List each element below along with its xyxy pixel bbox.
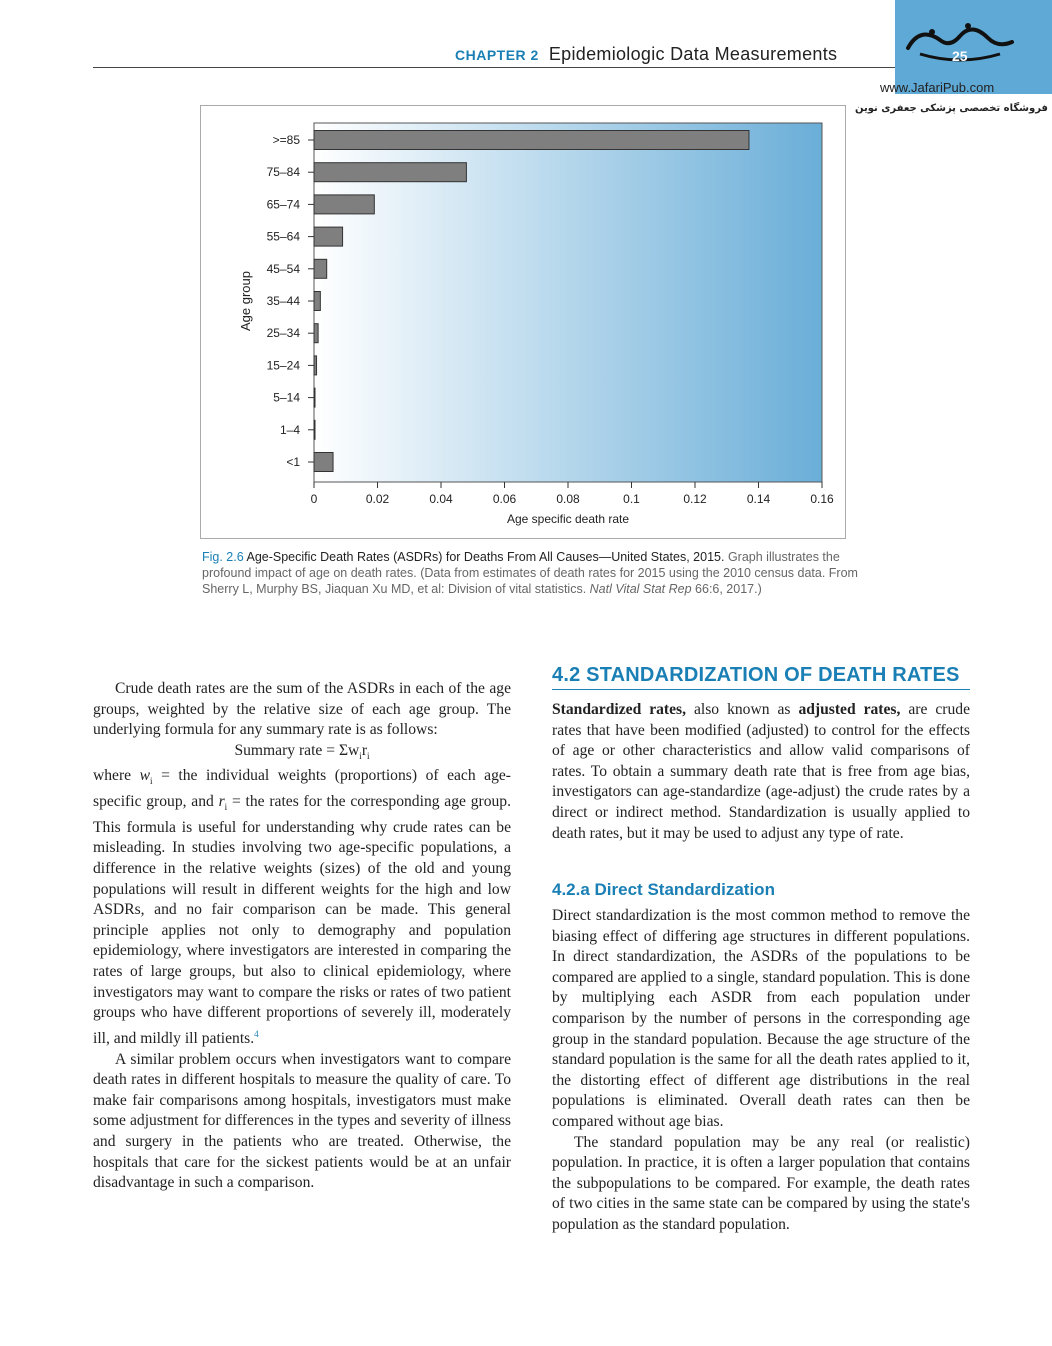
right-paragraph-3: The standard population may be any real (or realistic) population. In practice, it is often a larger population that contains the subpopulations to be compared. For example, the death rates of two cities in the same state can be compared by using the state's population as the standard population. — [552, 1133, 970, 1233]
reference-4[interactable]: 4 — [254, 1028, 259, 1039]
age-death-rate-chart — [200, 105, 846, 539]
p2-sub-2: i — [224, 802, 228, 813]
bar-5 — [314, 292, 320, 311]
left-paragraph-3: A similar problem occurs when investigators want to compare death rates in different hospitals to measure the quality of care. To make fair comparisons among hospitals, investigators must make some adjustment for differences in the types and severity of illness and surgery in the patients who are treated. Otherwise, the hospitals that care for the sickest patients would be at an unfair disadvantage in such a comparison. — [93, 1050, 511, 1192]
formula-sub-r: i — [367, 750, 370, 761]
figure-label: Fig. 2.6 — [202, 550, 244, 564]
formula-r: r — [361, 741, 368, 759]
x-tick-label-6: 0.12 — [683, 492, 707, 506]
formula-w: w — [348, 741, 360, 759]
right-paragraph-1 — [552, 700, 970, 844]
bar-7 — [314, 356, 317, 375]
formula-sub-w: i — [359, 750, 362, 761]
right-paragraph-2: Direct standardization is the most common method to remove the biasing effect of differing age structures in different populations. In direct standardization, the ASDRs of the populations to be compared are applied to a single, standard population. This is done by multiplying each ASDR from each population under comparison by the number of persons in the corresponding age group in the standard population. Because the age structure of the standard population is the same for all the death rates applied to it, the distorting effect of different age distributions in the real populations is eliminated. Overall death rates can then be compared without age bias. — [552, 907, 970, 1130]
x-axis-label: Age specific death rate — [506, 512, 630, 526]
x-tick-label-3: 0.06 — [492, 492, 517, 506]
y-tick-label-5: 35–44 — [266, 294, 300, 308]
y-tick-label-4: 45–54 — [266, 261, 300, 276]
header-rule — [93, 67, 895, 68]
formula-text: Summary rate = — [234, 741, 339, 759]
left-column — [93, 679, 511, 1194]
rp1-text-a: also known as — [686, 701, 799, 718]
caption-tail: 66:6, 2017.) — [691, 582, 762, 596]
rp1-text-c: are crude rates that have been modified (adjusted) to control for the effects of age or other characteristics and allow valid comparisons of rates. To obtain a summary death rate that is free from age bias, investigators can age-standardize (age-adjust) the crude rates by a direct or indirect method. Standardization is usually applied to death rates, but it may be used to adjust any type of rate. — [552, 701, 971, 842]
watermark-store: فروشگاه تخصصی پزشکی جعفری نوین — [855, 103, 1048, 114]
y-tick-label-0: >=85 — [272, 133, 300, 147]
left-paragraph-1: Crude death rates are the sum of the ASDRs in each of the age groups, weighted by the relative size of each age group. The underlying formula for any summary rate is as follows: — [93, 680, 511, 739]
bar-9 — [314, 420, 315, 439]
figure-title: Age-Specific Death Rates (ASDRs) for Deaths From All Causes—United States, 2015. — [246, 550, 725, 564]
bar-4 — [314, 259, 327, 278]
right-column-top — [552, 700, 970, 844]
x-tick-label-4: 0.08 — [556, 492, 580, 506]
bar-2 — [314, 195, 374, 214]
y-axis-label: Age group — [238, 271, 253, 331]
caption-journal: Natl Vital Stat Rep — [589, 582, 692, 596]
term-adjusted-rates: adjusted rates, — [798, 701, 901, 718]
bar-8 — [314, 388, 315, 407]
p2-text-c: = the rates for the corresponding age group. This formula is useful for understanding why crude rates can be misleading. In studies involving two age-specific populations, a difference in the relative weights (sizes) of the old and young populations will result in different weights for the high and low ASDRs, and no fair comparison can be made. This general principle applies not only to demography and population epidemiology, where investigators are interested in comparing the rates of large groups, but also to clinical epidemiology, where investigators may want to compare the risks or rates of two patient groups who have different proportions of severely ill, moderately ill, and mildly ill patients. — [93, 793, 511, 1048]
p2-var-w: w — [139, 767, 151, 785]
y-tick-label-1: 75–84 — [266, 165, 300, 180]
chapter-label: CHAPTER 2 — [455, 47, 539, 63]
x-tick-label-5: 0.1 — [623, 492, 640, 506]
term-standardized-rates: Standardized rates, — [552, 701, 687, 718]
bar-6 — [314, 324, 318, 343]
y-tick-label-8: 5–14 — [273, 390, 300, 405]
y-tick-label-6: 25–34 — [266, 326, 300, 341]
x-tick-label-7: 0.14 — [746, 492, 771, 506]
section-heading: 4.2 STANDARDIZATION OF DEATH RATES — [552, 664, 960, 686]
x-tick-label-0: 0 — [310, 492, 318, 506]
bar-10 — [314, 453, 333, 472]
figure-caption — [202, 549, 864, 597]
p2-text-a: where — [93, 767, 140, 785]
left-paragraph-2 — [93, 766, 511, 1049]
bar-1 — [314, 163, 466, 182]
y-tick-label-9: 1–4 — [279, 422, 300, 437]
x-tick-label-2: 0.04 — [429, 492, 453, 506]
x-tick-label-1: 0.02 — [365, 492, 390, 506]
y-tick-label-7: 15–24 — [266, 358, 300, 373]
y-tick-label-3: 55–64 — [266, 229, 300, 244]
page-number: 25 — [952, 48, 968, 64]
right-column-bottom — [552, 906, 970, 1236]
subsection-heading: 4.2.a Direct Standardization — [552, 880, 775, 899]
y-tick-label-2: 65–74 — [266, 197, 300, 212]
p2-var-r: r — [218, 793, 225, 811]
watermark-site: www.JafariPub.com — [880, 80, 995, 95]
chapter-title: Epidemiologic Data Measurements — [548, 44, 838, 64]
p2-sub-1: i — [150, 776, 153, 787]
summary-rate-formula — [93, 741, 511, 767]
caption-body: Graph illustrates the profound impact of age on death rates. (Data from estimates of death rates for 2015 using the 2010 census data. From Sherry L, Murphy BS, Jiaquan Xu MD, et al: Division of vital statistics. — [202, 550, 858, 596]
formula-sigma: Σ — [338, 741, 349, 759]
bar-0 — [314, 131, 749, 150]
bar-3 — [314, 227, 343, 246]
section-heading-rule — [552, 689, 970, 690]
p2-text-b: = the individual weights (proportions) of each age-specific group, and — [93, 767, 511, 811]
y-tick-label-10: <1 — [286, 455, 300, 469]
running-header — [455, 44, 837, 65]
x-tick-label-8: 0.16 — [810, 492, 834, 506]
